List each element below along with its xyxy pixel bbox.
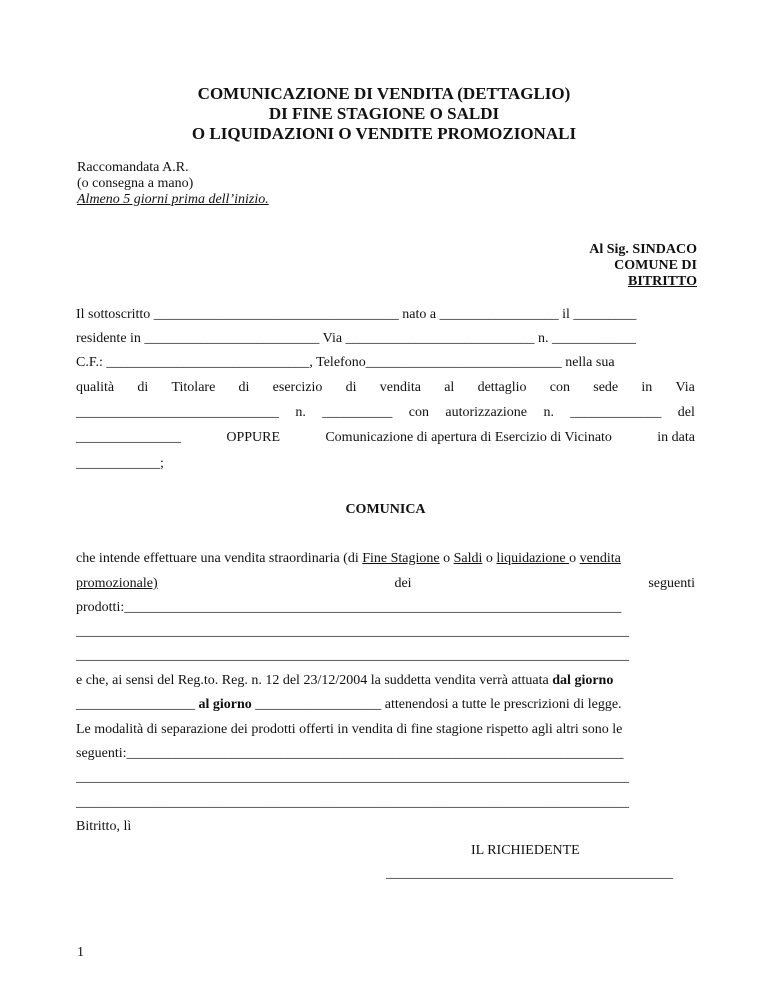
products-line: prodotti:_______________________________________________________________________ bbox=[76, 600, 622, 615]
to-date-label: al giorno bbox=[198, 697, 252, 712]
word: _____________ bbox=[570, 405, 662, 420]
form-line-name: Il sottoscritto ___________________________________ nato a _________________ il _________ bbox=[76, 307, 637, 322]
word: del bbox=[677, 405, 695, 420]
word: in data bbox=[657, 430, 695, 445]
dates-line bbox=[76, 697, 695, 713]
word: di bbox=[238, 380, 250, 395]
text: che intende effettuare una vendita straordinaria (di bbox=[76, 551, 363, 566]
blank-line: _______________________________________________________________________________ bbox=[76, 648, 629, 663]
deadline-note: Almeno 5 giorni prima dell’inizio. bbox=[77, 192, 269, 207]
word: _____________________________ bbox=[76, 405, 279, 420]
word: Comunicazione di apertura di Esercizio di Vicinato bbox=[325, 430, 612, 445]
form-line-cf: C.F.: _____________________________, Telefono____________________________ nella sua bbox=[76, 355, 615, 370]
place-date: Bitritto, lì bbox=[76, 819, 132, 834]
word: sede bbox=[593, 380, 619, 395]
from-date-label: dal giorno bbox=[552, 673, 614, 688]
recipient-line-1: Al Sig. SINDACO bbox=[589, 242, 697, 257]
word: Via bbox=[675, 380, 695, 395]
word: esercizio bbox=[272, 380, 323, 395]
delivery-notes bbox=[77, 160, 269, 208]
word: qualità bbox=[76, 380, 115, 395]
separation-line: Le modalità di separazione dei prodotti offerti in vendita di fine stagione rispetto agli altri sono le bbox=[76, 722, 623, 737]
form-line-qualita bbox=[76, 380, 695, 396]
title-line-3: O LIQUIDAZIONI O VENDITE PROMOZIONALI bbox=[191, 124, 577, 143]
word: con bbox=[408, 405, 429, 420]
option-promozionale: promozionale) bbox=[76, 576, 158, 591]
word: n. bbox=[543, 405, 554, 420]
document-title bbox=[0, 84, 768, 144]
delivery-alternative: (o consegna a mano) bbox=[77, 176, 194, 191]
form-line-authorization bbox=[76, 405, 695, 421]
word: seguenti bbox=[648, 576, 695, 591]
option-saldi: Saldi bbox=[453, 551, 483, 566]
form-line-oppure bbox=[76, 430, 695, 446]
signer-label: IL RICHIEDENTE bbox=[471, 843, 580, 858]
text: o bbox=[569, 551, 580, 566]
word: con bbox=[549, 380, 571, 395]
option-liquidazione: liquidazione bbox=[496, 551, 570, 566]
option-vendita: vendita bbox=[579, 551, 621, 566]
title-line-1: COMUNICAZIONE DI VENDITA (DETTAGLIO) bbox=[197, 84, 571, 103]
word: in bbox=[641, 380, 653, 395]
word: OPPURE bbox=[226, 430, 281, 445]
recipient-line-3: BITRITTO bbox=[628, 274, 697, 289]
word: n. bbox=[295, 405, 306, 420]
form-line-residence: residente in _________________________ Via ___________________________ n. ____________ bbox=[76, 331, 637, 346]
blank-line: _______________________________________________________________________________ bbox=[76, 624, 629, 639]
word: _______________ bbox=[76, 430, 181, 445]
word: __________ bbox=[322, 405, 393, 420]
text: __________________ attenendosi a tutte le prescrizioni di legge. bbox=[251, 697, 622, 712]
text: e che, ai sensi del Reg.to. Reg. n. 12 del 23/12/2004 la suddetta vendita verrà attuata bbox=[76, 673, 553, 688]
recipient-block bbox=[589, 242, 697, 290]
page-number: 1 bbox=[77, 945, 84, 960]
title-line-2: DI FINE STAGIONE O SALDI bbox=[268, 104, 500, 123]
form-line-date: ____________; bbox=[76, 456, 164, 471]
blank-line: _______________________________________________________________________________ bbox=[76, 770, 629, 785]
word: vendita bbox=[379, 380, 421, 395]
word: di bbox=[137, 380, 149, 395]
text: o bbox=[482, 551, 497, 566]
word: autorizzazione bbox=[445, 405, 528, 420]
word: dei bbox=[394, 576, 412, 591]
signature-line: _________________________________________ bbox=[386, 866, 673, 881]
word: di bbox=[345, 380, 357, 395]
recipient-line-2: COMUNE DI bbox=[614, 258, 697, 273]
option-fine-stagione: Fine Stagione bbox=[362, 551, 440, 566]
comunica-heading: COMUNICA bbox=[345, 502, 426, 517]
blank-line: _______________________________________________________________________________ bbox=[76, 795, 629, 810]
separation-answer-line: seguenti:_______________________________________________________________________ bbox=[76, 746, 624, 761]
statement-line-2 bbox=[76, 576, 695, 592]
delivery-method: Raccomandata A.R. bbox=[77, 160, 189, 175]
regulation-line bbox=[76, 673, 695, 689]
word: Titolare bbox=[171, 380, 216, 395]
text: o bbox=[439, 551, 454, 566]
statement-line-1 bbox=[76, 551, 695, 567]
text: _________________ bbox=[76, 697, 199, 712]
word: dettaglio bbox=[477, 380, 527, 395]
word: al bbox=[444, 380, 455, 395]
